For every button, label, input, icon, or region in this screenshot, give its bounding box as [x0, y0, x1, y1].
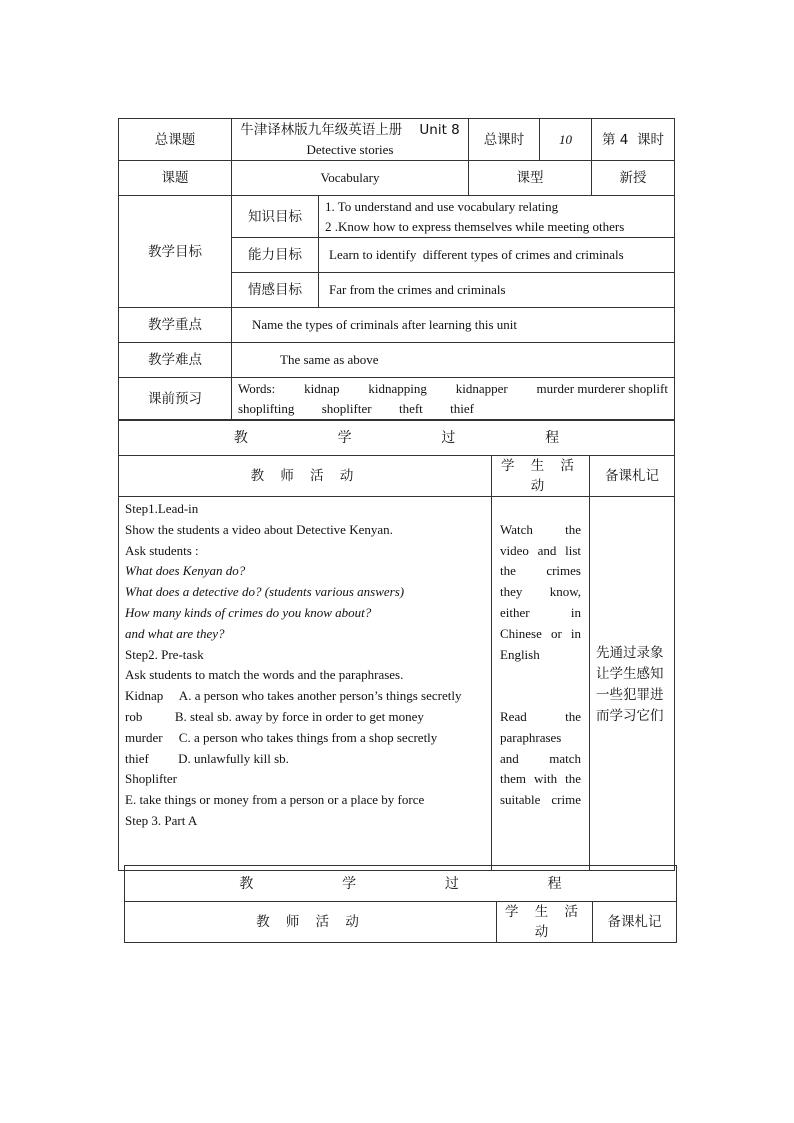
- teacher-activity-line: Step2. Pre-task: [125, 646, 204, 662]
- key-point-label: 教学重点: [119, 308, 232, 343]
- process-title-char: 程: [545, 430, 560, 446]
- preview-word: thief: [450, 400, 474, 416]
- teacher-activity-line: What does Kenyan do?: [125, 563, 246, 579]
- emotion-label: 情感目标: [232, 273, 319, 308]
- total-topic-value: [232, 119, 469, 161]
- student-activity-line: video and list: [500, 542, 581, 558]
- teacher-activity-line: and what are they?: [125, 625, 225, 641]
- total-hours-label: 总课时: [469, 119, 540, 161]
- total-hours-value: 10: [540, 119, 592, 161]
- process-title-char: 学: [342, 875, 357, 892]
- teacher-activity-line: E. take things or money from a person or a place by force: [125, 792, 425, 808]
- preview-word: theft: [398, 400, 423, 416]
- teacher-activity-line: Step 3. Part A: [125, 812, 198, 828]
- knowledge-label: 知识目标: [232, 196, 319, 238]
- emotion-value: Far from the crimes and criminals: [319, 273, 675, 308]
- topic-label: 课题: [119, 161, 232, 196]
- preview-word: shoplifting: [238, 400, 295, 416]
- notes-header: 备课札记: [590, 456, 675, 497]
- teacher-activity-line: Show the students a video about Detective Kenyan.: [125, 521, 393, 537]
- process-table: [118, 420, 675, 871]
- total-topic-line1: 牛津译林版九年级英语上册 Unit 8: [240, 121, 460, 138]
- preview-word: kidnapper: [455, 380, 508, 396]
- preview-word: Words:: [238, 380, 276, 396]
- lesson-info-table: [118, 118, 675, 420]
- objectives-label: 教学目标: [119, 196, 232, 308]
- total-topic-line2: Detective stories: [306, 141, 394, 157]
- student-activity-line: Chinese or in: [500, 625, 581, 641]
- knowledge-line1: 1. To understand and use vocabulary relating: [325, 198, 559, 214]
- student-activity-line: they know,: [500, 584, 581, 600]
- process-title-char: 教: [233, 430, 248, 446]
- teacher-activity-line: Step1.Lead-in: [125, 501, 199, 516]
- student-activity-line: paraphrases: [500, 729, 562, 745]
- process-title-continued: [125, 866, 677, 902]
- total-topic-label: 总课题: [119, 119, 232, 161]
- student-activity-line: Read the: [500, 708, 581, 724]
- teacher-activity-line: thief D. unlawfully kill sb.: [125, 750, 289, 766]
- notes-line: 一些犯罪进: [596, 687, 664, 703]
- student-activity-line: Watch the: [500, 521, 581, 537]
- preview-word: kidnapping: [368, 380, 427, 396]
- ability-value: Learn to identify different types of crimes and criminals: [319, 238, 675, 273]
- preview-label: 课前预习: [119, 378, 232, 420]
- student-activity-header: 学 生 活 动: [492, 456, 590, 497]
- teacher-activity-line: How many kinds of crimes do you know about?: [125, 604, 372, 620]
- knowledge-line2: 2 .Know how to express themselves while meeting others: [325, 218, 625, 234]
- student-activity-line: the crimes: [500, 563, 581, 579]
- teacher-activity-line: Shoplifter: [125, 771, 177, 787]
- difficulty-label: 教学难点: [119, 343, 232, 378]
- teacher-activity-header: 教 师 活 动: [125, 902, 497, 943]
- notes-body: [590, 497, 675, 871]
- teacher-activity-header: 教 师 活 动: [119, 456, 492, 497]
- preview-word: murder murderer shoplift: [536, 380, 668, 396]
- teacher-activity-line: Ask students to match the words and the paraphrases.: [125, 667, 404, 683]
- process-title-char: 教: [239, 875, 254, 892]
- notes-header: 备课札记: [593, 902, 677, 943]
- student-activity-line: and match: [500, 750, 581, 766]
- process-table-continued: [124, 865, 677, 943]
- student-block-watch: [500, 520, 581, 666]
- process-title-char: 过: [444, 875, 459, 892]
- key-point-value: Name the types of criminals after learning this unit: [232, 308, 675, 343]
- teacher-activity-line: What does a detective do? (students various answers): [125, 584, 405, 600]
- student-activity-body: [492, 497, 590, 871]
- student-activity-line: them with the: [500, 771, 581, 787]
- process-title: [119, 421, 675, 456]
- notes-line: 先通过录象: [596, 645, 664, 661]
- teacher-activity-body: [119, 497, 492, 871]
- student-activity-line: suitable crime: [500, 792, 581, 808]
- process-title-char: 程: [547, 875, 562, 892]
- student-activity-line: either in: [500, 604, 581, 620]
- lesson-type-value: 新授: [592, 161, 675, 196]
- preview-words-row2: [238, 399, 474, 419]
- notes-line: 而学习它们: [596, 708, 664, 724]
- student-activity-line: English: [500, 646, 540, 662]
- knowledge-value: [319, 196, 675, 238]
- preview-words: [232, 378, 675, 420]
- process-title-char: 过: [441, 430, 456, 446]
- teacher-activity-line: rob B. steal sb. away by force in order to get money: [125, 708, 424, 724]
- student-block-read: [500, 707, 581, 811]
- preview-word: kidnap: [304, 380, 340, 396]
- teacher-activity-line: Kidnap A. a person who takes another person’s things secretly: [125, 688, 462, 704]
- preview-words-row1: [238, 379, 668, 399]
- teacher-activity-line: murder C. a person who takes things from a shop secretly: [125, 729, 438, 745]
- teacher-activity-line: Ask students :: [125, 542, 199, 558]
- difficulty-value: The same as above: [232, 343, 675, 378]
- lesson-number: 第 4 课时: [592, 119, 675, 161]
- process-title-char: 学: [337, 430, 352, 446]
- notes-line: 让学生感知: [596, 666, 664, 682]
- preview-word: shoplifter: [321, 400, 372, 416]
- topic-value: Vocabulary: [232, 161, 469, 196]
- lesson-type-label: 课型: [469, 161, 592, 196]
- ability-label: 能力目标: [232, 238, 319, 273]
- student-activity-header: 学 生 活 动: [497, 902, 593, 943]
